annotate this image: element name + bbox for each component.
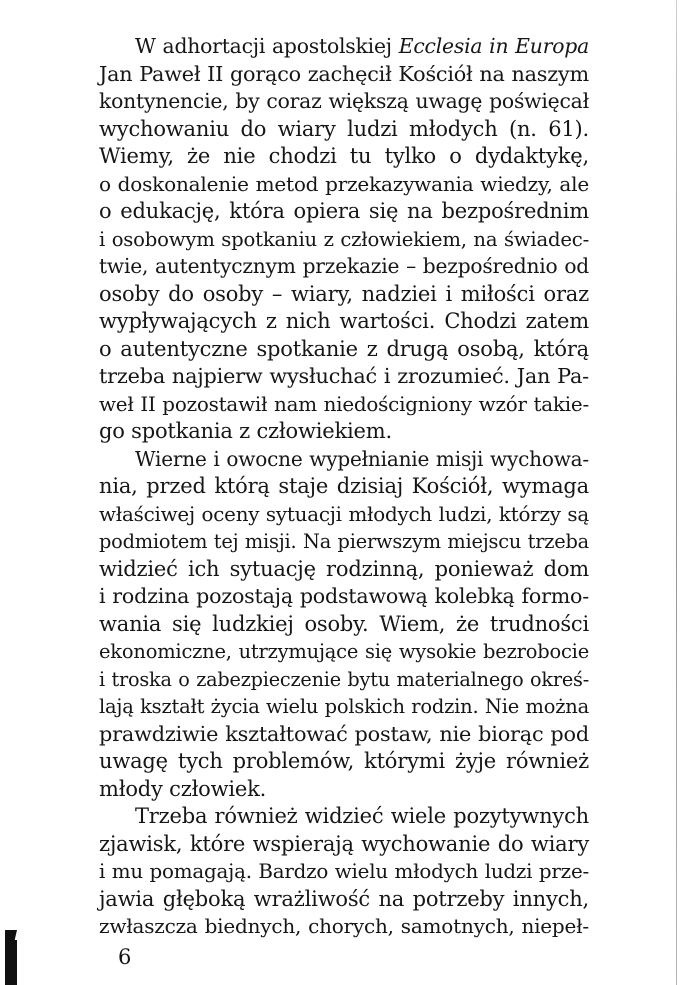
text-line: Trzeba również widzieć wiele pozytywnych (135, 804, 589, 828)
text-line: kontynencie, by coraz większą uwagę poświęcał (99, 89, 589, 113)
text-line: widzieć ich sytuację rodzinną, ponieważ dom (99, 556, 589, 581)
text-line: Jan Paweł II gorąco zachęcił Kościół na naszym (99, 61, 589, 86)
text-line: o autentyczne spotkanie z drugą osobą, którą (99, 336, 589, 361)
text-line: nia, przed którą staje dzisiaj Kościół, wymaga (99, 474, 589, 498)
italic-title: Ecclesia in Europa (398, 34, 589, 58)
text-line: o doskonalenie metod przekazywania wiedzy, ale (99, 171, 589, 196)
text-line: W adhortacji apostolskiej Ecclesia in Europa (135, 34, 589, 58)
text-line: wychowaniu do wiary ludzi młodych (n. 61). (99, 116, 589, 141)
page-corner-mark (5, 930, 17, 982)
paragraph-3 (99, 803, 589, 941)
text-line: o edukację, która opiera się na bezpośrednim (99, 199, 589, 223)
text-line: wypływających z nich wartości. Chodzi zatem (99, 309, 589, 333)
paragraph-2 (99, 446, 589, 804)
text-line: prawdziwie kształtować postaw, nie biorąc pod (99, 721, 589, 746)
text-line: Wierne i owocne wypełnianie misji wychowa- (135, 446, 589, 471)
paragraph-1 (99, 33, 589, 446)
text-line: i troska o zabezpieczenie bytu materialnego okreś- (99, 667, 589, 691)
text-line: osoby do osoby – wiary, nadziei i miłości oraz (99, 281, 589, 306)
text-line: jawia głęboką wrażliwość na potrzeby innych, (99, 886, 589, 911)
text-line: wania się ludzkiej osoby. Wiem, że trudności (99, 611, 589, 636)
text-line: właściwej oceny sytuacji młodych ludzi, którzy są (99, 502, 589, 526)
page-number: 6 (118, 945, 132, 969)
text-line: Wiemy, że nie chodzi tu tylko o dydaktykę, (99, 144, 589, 168)
text-line: ekonomiczne, utrzymujące się wysokie bezrobocie (99, 640, 589, 663)
text-line: zwłaszcza biednych, chorych, samotnych, niepeł- (99, 914, 589, 938)
text-line: podmiotem tej misji. Na pierwszym miejscu trzeba (99, 530, 589, 553)
text-line: i rodzina pozostają podstawową kolebką formo- (99, 584, 589, 608)
text-line: i mu pomagają. Bardzo wielu młodych ludzi prze- (99, 860, 589, 883)
body-text (99, 33, 589, 941)
text-line: zjawisk, które wspierają wychowanie do wiary (99, 831, 589, 856)
text-line: lają kształt życia wielu polskich rodzin. Nie można (99, 695, 589, 718)
text-line: uwagę tych problemów, którymi żyje również (99, 749, 589, 773)
text-line: weł II pozostawił nam niedościgniony wzór takie- (99, 392, 589, 416)
text-line: młody człowiek. (99, 776, 267, 801)
text-line: trzeba najpierw wysłuchać i zrozumieć. Jan Pa- (99, 364, 589, 388)
text-line: go spotkania z człowiekiem. (99, 419, 392, 443)
text-line: twie, autentycznym przekazie – bezpośrednio od (99, 254, 589, 278)
page-edge-line (676, 0, 677, 985)
text-line: i osobowym spotkaniu z człowiekiem, na świadec- (99, 227, 589, 251)
